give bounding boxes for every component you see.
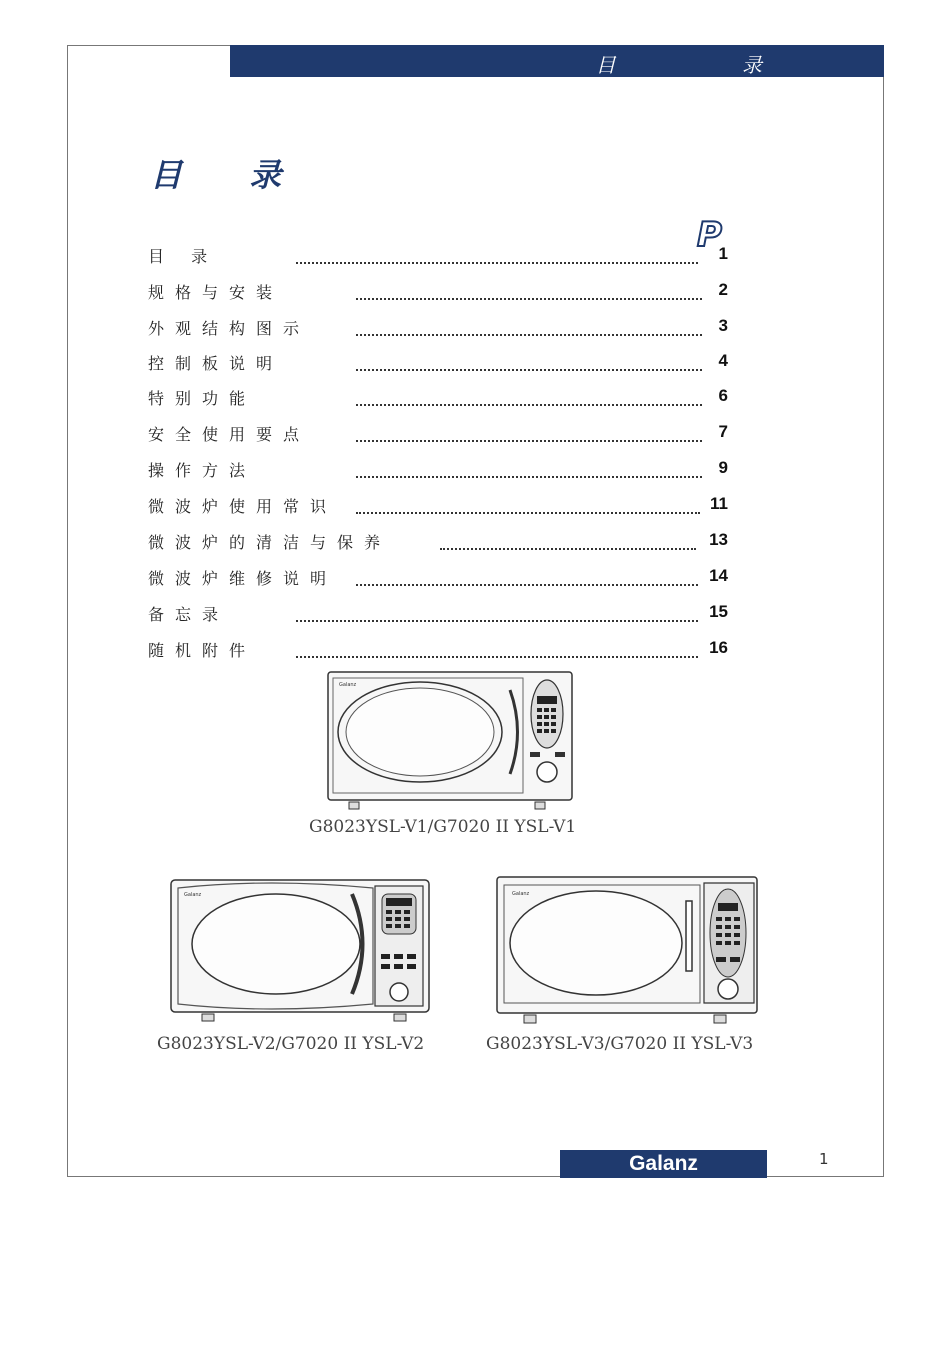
page-title: 目 录 <box>150 156 310 194</box>
toc-label: 控制板说明 <box>148 354 284 373</box>
figure-caption: G8023YSL-V2/G7020 II YSL-V2 <box>157 1034 425 1054</box>
toc-page: 7 <box>718 422 728 441</box>
toc-page: 13 <box>709 530 728 549</box>
toc-row[interactable] <box>148 458 728 482</box>
brand-mark-small: Galanz <box>339 682 357 688</box>
toc-label: 随机附件 <box>148 641 257 660</box>
page-column-marker: P <box>697 215 722 255</box>
toc-page: 11 <box>710 494 728 513</box>
header-title: 目 录 <box>595 53 822 77</box>
toc-leader <box>296 606 698 622</box>
toc-leader <box>356 462 702 478</box>
brand-logo: Galanz <box>560 1150 767 1178</box>
toc-label: 安全使用要点 <box>148 425 311 444</box>
toc-leader <box>356 570 698 586</box>
toc-label: 备忘录 <box>148 605 230 624</box>
toc-row[interactable] <box>148 422 728 446</box>
toc-page: 3 <box>718 316 728 335</box>
toc-page: 6 <box>718 386 728 405</box>
toc-label: 微波炉的清洁与保养 <box>148 533 392 552</box>
microwave-v2-illustration <box>168 876 432 1024</box>
microwave-v3-illustration <box>494 873 760 1025</box>
toc-page: 1 <box>718 244 728 263</box>
toc-page: 4 <box>718 351 728 370</box>
toc-label: 规格与安装 <box>148 283 284 302</box>
toc-label: 目 录 <box>148 247 219 266</box>
toc-row[interactable] <box>148 386 728 410</box>
toc-row[interactable] <box>148 638 728 662</box>
brand-mark-small: Galanz <box>184 892 202 898</box>
toc-row[interactable] <box>148 280 728 304</box>
toc-leader <box>356 320 702 336</box>
toc-page: 9 <box>718 458 728 477</box>
brand-mark-small: Galanz <box>512 891 530 897</box>
toc-row[interactable] <box>148 566 728 590</box>
header-bar <box>230 45 884 77</box>
toc-row[interactable] <box>148 602 728 626</box>
toc-leader <box>356 426 702 442</box>
toc-page: 2 <box>718 280 728 299</box>
figure-caption: G8023YSL-V1/G7020 II YSL-V1 <box>309 817 577 837</box>
toc-leader <box>356 284 702 300</box>
toc-label: 特别功能 <box>148 389 257 408</box>
toc-row[interactable] <box>148 351 728 375</box>
microwave-v1-illustration <box>325 668 575 811</box>
toc-leader <box>356 390 702 406</box>
toc-label: 操作方法 <box>148 461 257 480</box>
toc-leader <box>356 498 700 514</box>
toc-label: 外观结构图示 <box>148 319 311 338</box>
toc-row[interactable] <box>148 530 728 554</box>
toc-label: 微波炉维修说明 <box>148 569 338 588</box>
toc-row[interactable] <box>148 244 728 268</box>
toc-row[interactable] <box>148 316 728 340</box>
page-number: 1 <box>819 1150 829 1168</box>
toc-leader <box>356 355 702 371</box>
toc-leader <box>296 248 698 264</box>
toc-page: 14 <box>709 566 728 585</box>
figure-caption: G8023YSL-V3/G7020 II YSL-V3 <box>486 1034 754 1054</box>
toc-page: 15 <box>709 602 728 621</box>
toc-page: 16 <box>709 638 728 657</box>
toc-row[interactable] <box>148 494 728 518</box>
toc-leader <box>296 642 698 658</box>
toc-leader <box>440 534 696 550</box>
toc-label: 微波炉使用常识 <box>148 497 338 516</box>
